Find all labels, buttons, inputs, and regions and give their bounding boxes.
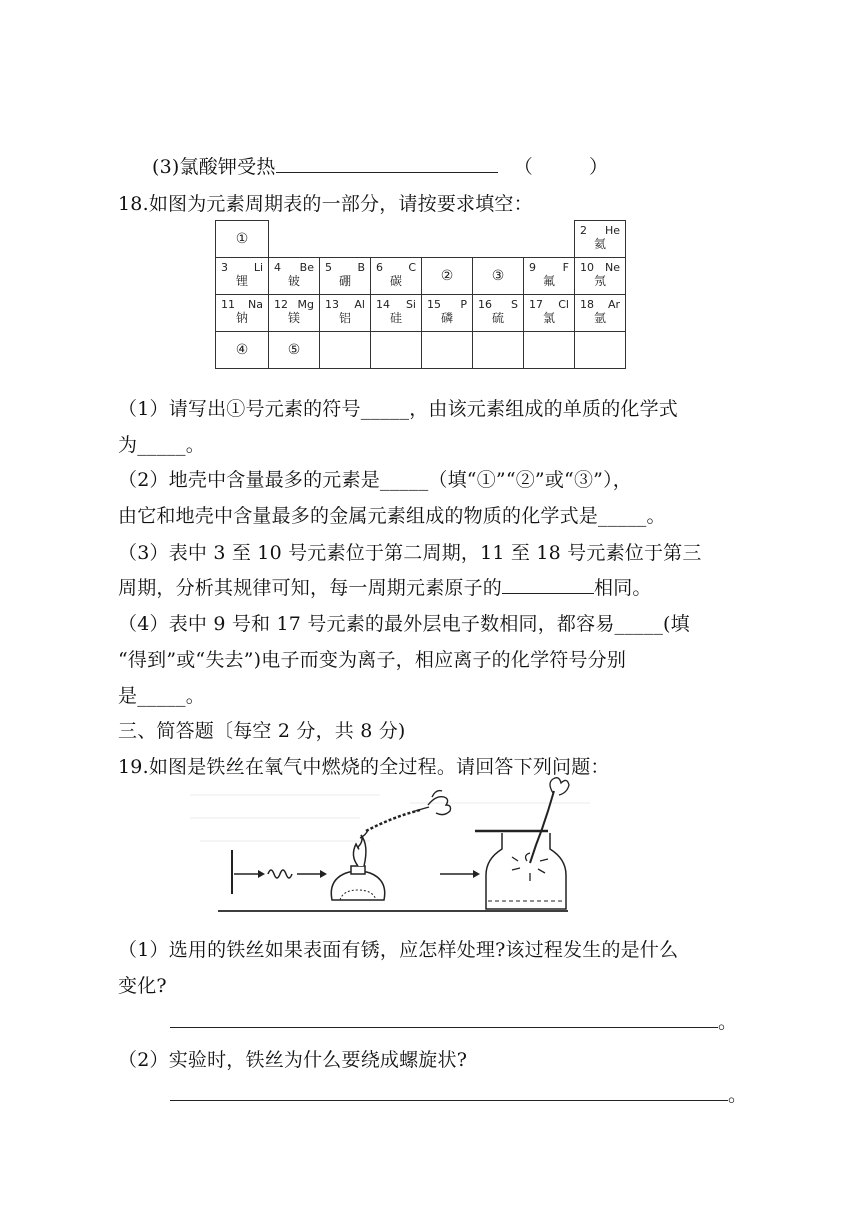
element-number: 15 bbox=[427, 298, 441, 311]
element-number: 13 bbox=[325, 298, 339, 311]
q18-title: 18.如图为元素周期表的一部分，请按要求填空： bbox=[118, 193, 533, 215]
element-name: 硫 bbox=[491, 311, 504, 325]
element-mark: ④ bbox=[235, 341, 249, 358]
q18-part2-line2: 由它和地壳中含量最多的金属元素组成的物质的化学式是_____。 bbox=[118, 505, 666, 527]
table-row bbox=[216, 221, 626, 258]
q19-part1-line1: （1）选用的铁丝如果表面有锈，应怎样处理?该过程发生的是什么 bbox=[118, 939, 679, 961]
arrow-2-head bbox=[320, 870, 327, 878]
element-cell bbox=[473, 258, 524, 295]
element-number: 10 bbox=[580, 261, 594, 274]
element-name: 碳 bbox=[389, 274, 402, 288]
paren-open: （ bbox=[513, 156, 533, 178]
element-name: 铝 bbox=[338, 311, 351, 325]
element-cell bbox=[269, 295, 320, 332]
q19-part2-line1: （2）实验时，铁丝为什么要绕成螺旋状? bbox=[118, 1049, 468, 1071]
arrow-1-head bbox=[258, 870, 265, 878]
element-cell bbox=[575, 258, 626, 295]
answer-line[interactable] bbox=[170, 1009, 718, 1028]
element-cell bbox=[473, 295, 524, 332]
q19-part1-answer bbox=[170, 1007, 737, 1034]
element-name: 磷 bbox=[440, 311, 453, 325]
element-cell bbox=[320, 295, 371, 332]
table-row bbox=[216, 332, 626, 369]
element-mark: ③ bbox=[491, 267, 505, 284]
end-mark: 。 bbox=[718, 1011, 738, 1033]
q17-item3-label: (3)氯酸钾受热 bbox=[152, 156, 276, 178]
element-symbol: S bbox=[511, 298, 518, 311]
element-cell bbox=[371, 332, 422, 369]
q18-part3-suffix: 相同。 bbox=[594, 577, 652, 599]
element-mark: ⑤ bbox=[287, 341, 301, 358]
table-gap bbox=[524, 221, 575, 258]
answer-blank[interactable] bbox=[502, 575, 594, 594]
q17-item3 bbox=[152, 152, 608, 179]
q18-part1-line2: 为_____。 bbox=[118, 434, 205, 456]
section3-heading: 三、简答题〔每空 2 分，共 8 分) bbox=[118, 720, 406, 742]
element-symbol: Si bbox=[405, 298, 416, 311]
element-cell bbox=[524, 258, 575, 295]
element-name: 氖 bbox=[593, 274, 606, 288]
element-cell bbox=[575, 295, 626, 332]
element-name: 氦 bbox=[593, 237, 606, 251]
element-cell bbox=[422, 295, 473, 332]
element-cell bbox=[473, 332, 524, 369]
element-number: 6 bbox=[376, 261, 383, 274]
element-symbol: F bbox=[562, 261, 569, 274]
element-symbol: Ar bbox=[607, 298, 620, 311]
element-cell bbox=[422, 258, 473, 295]
element-cell bbox=[320, 258, 371, 295]
alcohol-lamp-icon bbox=[331, 835, 384, 900]
iron-wire-combustion-figure bbox=[170, 773, 730, 923]
element-name: 硼 bbox=[338, 274, 351, 288]
element-cell bbox=[371, 295, 422, 332]
q18-part4-line3: 是_____。 bbox=[118, 685, 205, 707]
element-symbol: Ne bbox=[605, 261, 620, 274]
element-cell bbox=[216, 258, 269, 295]
element-symbol: C bbox=[408, 261, 416, 274]
table-gap bbox=[320, 221, 371, 258]
element-symbol: Be bbox=[299, 261, 314, 274]
q19-title: 19.如图是铁丝在氧气中燃烧的全过程。请回答下列问题： bbox=[118, 756, 610, 778]
element-number: 12 bbox=[274, 298, 288, 311]
element-symbol: Na bbox=[248, 298, 263, 311]
element-cell bbox=[269, 258, 320, 295]
element-cell bbox=[524, 295, 575, 332]
element-cell bbox=[269, 332, 320, 369]
q18-part3-line1: （3）表中 3 至 10 号元素位于第二周期，11 至 18 号元素位于第三 bbox=[118, 542, 702, 564]
element-number: 5 bbox=[325, 261, 332, 274]
element-name: 锂 bbox=[235, 274, 248, 288]
end-mark: 。 bbox=[728, 1084, 748, 1106]
q18-part1-line1: （1）请写出①号元素的符号_____，由该元素组成的单质的化学式 bbox=[118, 398, 678, 420]
element-name: 铍 bbox=[287, 274, 300, 288]
element-name: 氩 bbox=[593, 311, 606, 325]
element-symbol: B bbox=[357, 261, 365, 274]
table-gap bbox=[422, 221, 473, 258]
q19-part2-answer bbox=[170, 1080, 747, 1107]
gas-bottle-icon bbox=[475, 831, 566, 909]
element-name: 硅 bbox=[389, 311, 402, 325]
q18-part4-line1: （4）表中 9 号和 17 号元素的最外层电子数相同，都容易_____(填 bbox=[118, 613, 690, 635]
element-cell bbox=[422, 332, 473, 369]
element-number: 3 bbox=[221, 261, 228, 274]
element-symbol: Li bbox=[253, 261, 263, 274]
q18-part3-text: 周期，分析其规律可知，每一周期元素原子的 bbox=[118, 577, 503, 599]
arrow-3-head bbox=[473, 870, 480, 878]
element-name: 镁 bbox=[287, 311, 300, 325]
table-gap bbox=[473, 221, 524, 258]
element-mark: ① bbox=[235, 230, 249, 247]
element-cell-he bbox=[575, 221, 626, 258]
element-cell bbox=[216, 295, 269, 332]
element-number: 2 bbox=[580, 224, 587, 237]
element-number: 4 bbox=[274, 261, 281, 274]
element-number: 16 bbox=[478, 298, 492, 311]
element-name: 氯 bbox=[542, 311, 555, 325]
q19-part1-line2: 变化? bbox=[118, 975, 167, 997]
element-number: 9 bbox=[529, 261, 536, 274]
table-row bbox=[216, 295, 626, 332]
q18-part3-line2 bbox=[118, 573, 652, 600]
element-name: 钠 bbox=[235, 311, 248, 325]
table-gap bbox=[269, 221, 320, 258]
answer-line[interactable] bbox=[170, 1082, 728, 1101]
answer-blank[interactable] bbox=[276, 154, 498, 173]
element-symbol: He bbox=[604, 224, 620, 237]
paren-close: ） bbox=[588, 156, 609, 178]
element-number: 18 bbox=[580, 298, 594, 311]
element-name: 氟 bbox=[542, 274, 555, 288]
element-cell bbox=[575, 332, 626, 369]
table-gap bbox=[371, 221, 422, 258]
element-symbol: Al bbox=[354, 298, 365, 311]
element-symbol: P bbox=[460, 298, 467, 311]
periodic-table bbox=[215, 220, 626, 369]
element-symbol: Cl bbox=[558, 298, 569, 311]
coil-icon bbox=[268, 870, 292, 878]
element-cell bbox=[524, 332, 575, 369]
element-symbol: Mg bbox=[297, 298, 314, 311]
element-cell-1 bbox=[216, 221, 269, 258]
q18-part4-line2: “得到”或“失去”)电子而变为离子，相应离子的化学符号分别 bbox=[118, 649, 627, 671]
table-row bbox=[216, 258, 626, 295]
element-cell bbox=[216, 332, 269, 369]
element-number: 17 bbox=[529, 298, 543, 311]
element-number: 11 bbox=[221, 298, 235, 311]
element-mark: ② bbox=[440, 267, 454, 284]
element-cell bbox=[371, 258, 422, 295]
element-number: 14 bbox=[376, 298, 390, 311]
q18-part2-line1: （2）地壳中含量最多的元素是_____（填“①”“②”或“③”）， bbox=[118, 469, 632, 491]
tongs-icon bbox=[360, 791, 451, 838]
element-cell bbox=[320, 332, 371, 369]
